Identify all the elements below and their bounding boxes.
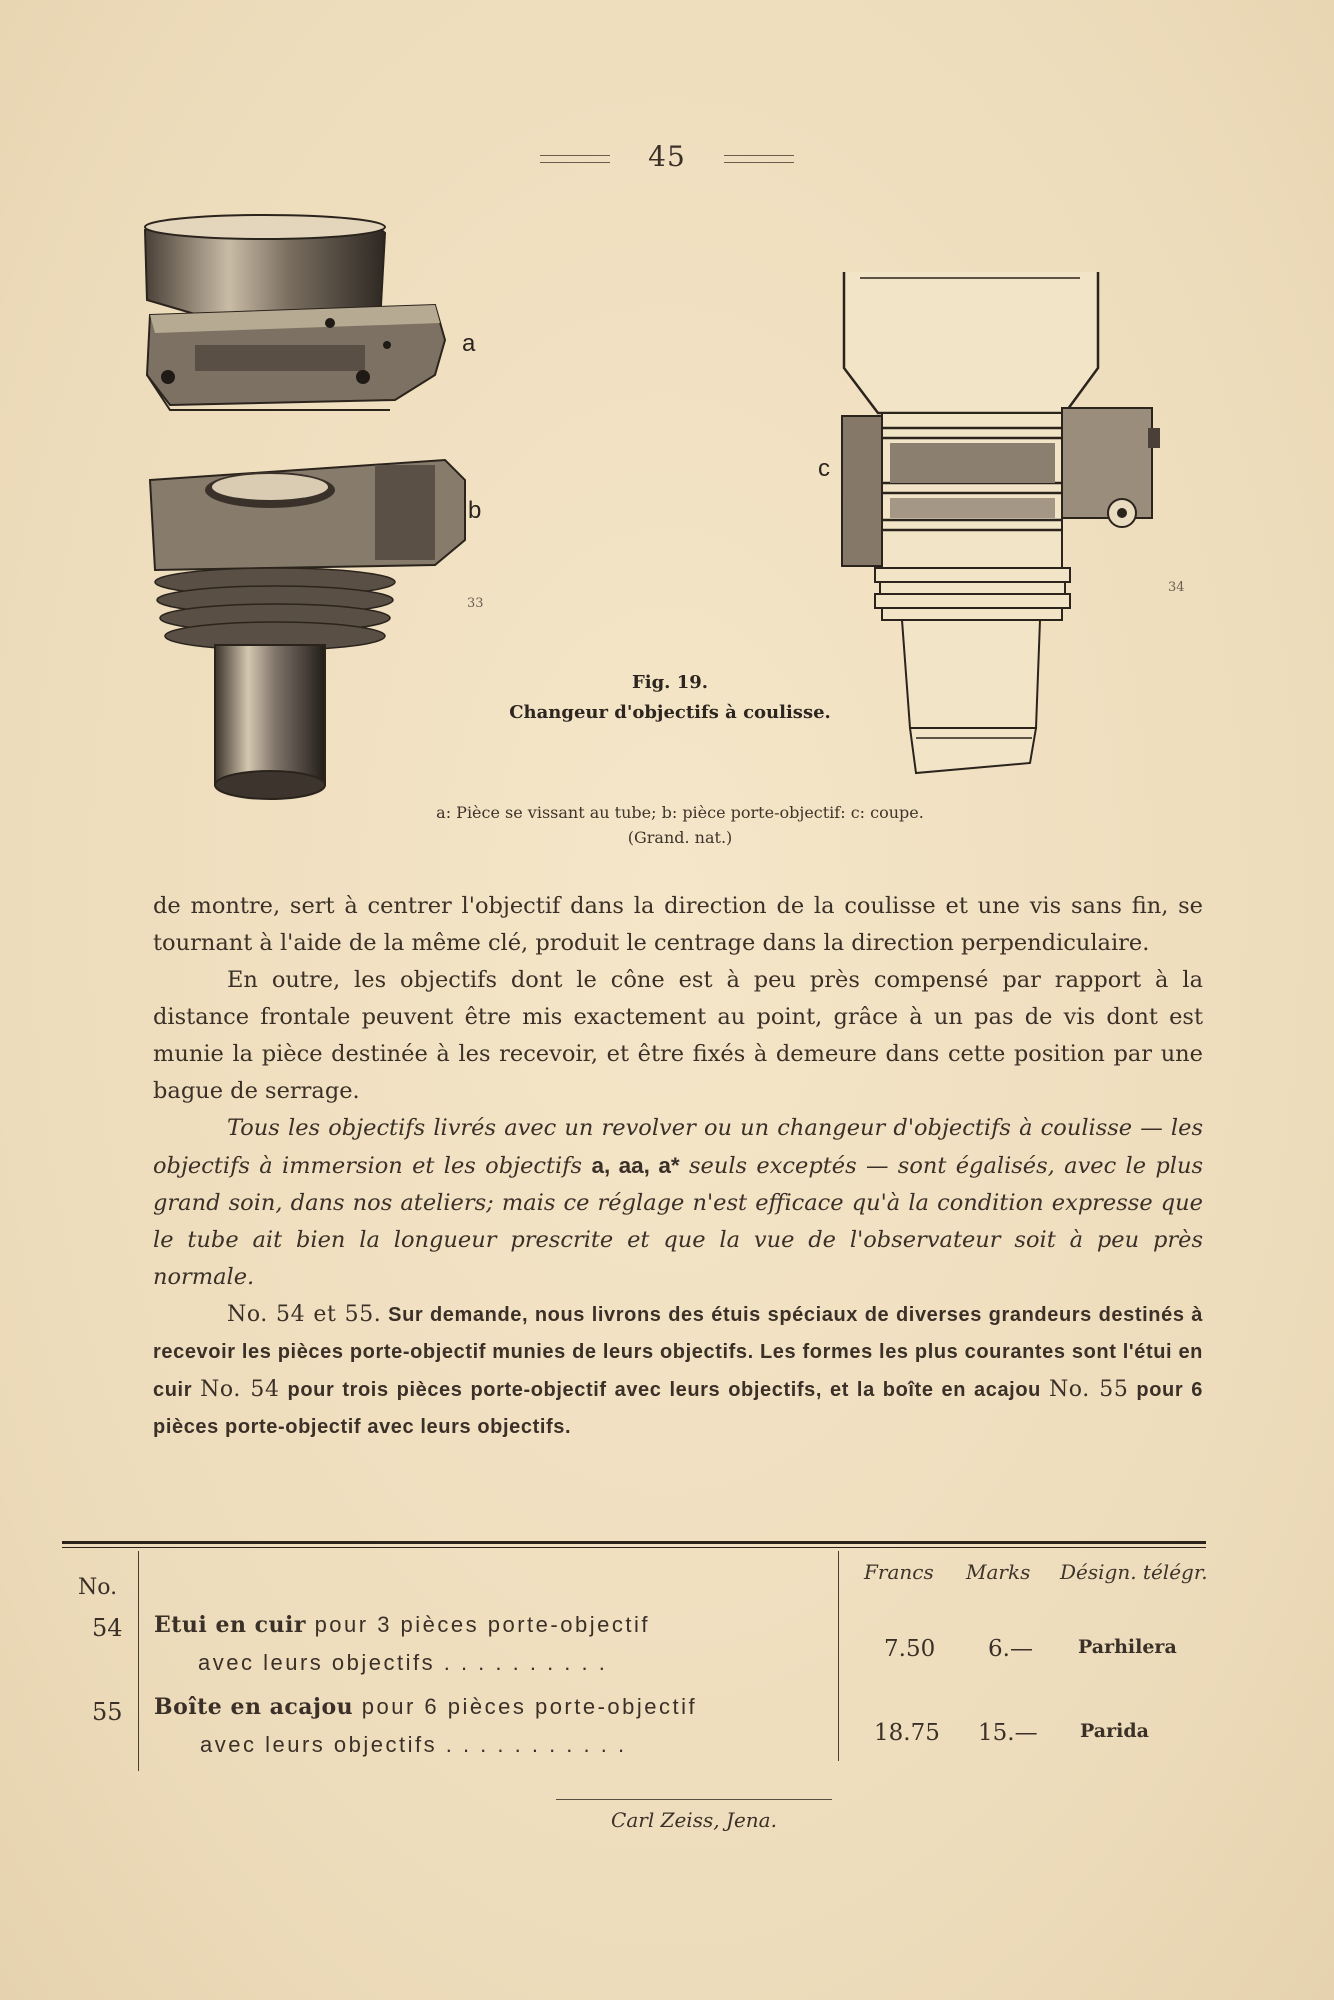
figure-number-33: 33 [467,596,484,611]
figure-label-a: a [462,330,476,357]
paragraph-3-part-c: seuls exceptés — sont égalisés, avec le plus grand soin, dans nos ateliers; mais ce réglage n'est efficace qu'à la condition expresse que le tube ait bien la longueur prescrite et que la vue de l'observateur soit à peu près normale. [153,1153,1204,1290]
row-54-line2 [198,1650,607,1676]
row-55-line2-text: avec leurs objectifs [200,1732,438,1757]
row-54-line2-text: avec leurs objectifs [198,1650,436,1675]
table-rule-top [62,1541,1206,1544]
table-header-no: No. [78,1575,118,1600]
paragraph-4-no54: No. 54 [200,1377,280,1402]
header-rule-left [540,155,610,163]
paragraph-4-mid: pour trois pièces porte-objectif avec leurs objectifs, et la boîte en acajou [287,1379,1041,1401]
figure-description [340,800,1020,850]
row-54-no: 54 [92,1614,123,1642]
header-rule-right [724,155,794,163]
row-55-line2 [200,1732,627,1758]
body-text [153,888,1203,1446]
row-54-dots: . . . . . . . . . . [443,1650,608,1675]
figure-title: Fig. 19. [631,672,709,693]
figure-a-tube-piece [135,205,455,425]
row-54-design: Parhilera [1078,1636,1177,1658]
figure-label-c: c [818,455,830,482]
paragraph-4-end: pour 6 pièces porte-objectif avec leurs objectifs. [153,1379,1203,1438]
row-54-description [154,1612,650,1638]
paragraph-1: de montre, sert à centrer l'objectif dans la direction de la coulisse et une vis sans fin, se tournant à l'aide de la même clé, produit le centrage dans la direction perpendiculaire. [153,893,1203,956]
footer-publisher: Carl Zeiss, Jena. [611,1808,777,1832]
table-header-marks: Marks [966,1560,1031,1584]
paragraph-3-objectives: a, aa, a* [591,1153,680,1178]
figure-b-objective-holder [145,450,475,810]
figure-subtitle: Changeur d'objectifs à coulisse. [509,702,831,723]
row-55-description [154,1694,697,1720]
figure-c-cross-section [840,268,1170,788]
table-rule-top-thin [62,1547,1206,1548]
row-55-no: 55 [92,1698,123,1726]
figure-caption [470,668,870,728]
row-55-francs: 18.75 [874,1720,940,1746]
figure-number-34: 34 [1168,580,1185,595]
row-54-francs: 7.50 [884,1636,936,1662]
table-header-design: Désign. télégr. [1060,1560,1208,1584]
paragraph-4 [153,1296,1203,1446]
row-55-marks: 15.— [978,1720,1038,1746]
row-55-design: Parida [1080,1720,1149,1742]
figure-description-line2: (Grand. nat.) [627,828,733,847]
row-55-rest: pour 6 pièces porte-objectif [361,1694,698,1719]
row-54-rest: pour 3 pièces porte-objectif [314,1612,650,1637]
table-divider-no [138,1551,139,1771]
row-55-dots: . . . . . . . . . . . [445,1732,627,1757]
table-header-francs: Francs [864,1560,934,1584]
paragraph-3-part-a: Tous les objectifs livrés avec un revolver ou un changeur d'objectifs à coulisse — les objectifs à immersion et les objectifs [153,1115,1203,1179]
row-54-marks: 6.— [988,1636,1033,1662]
footer-rule [556,1799,832,1800]
figure-description-line1: a: Pièce se vissant au tube; b: pièce porte-objectif: c: coupe. [436,803,924,822]
page-number: 45 [648,140,686,173]
paragraph-3 [153,1110,1203,1296]
paragraph-4-prefix: No. 54 et 55. [227,1302,382,1327]
figure-label-b: b [468,497,482,524]
table-divider-price [838,1551,839,1761]
row-55-title: Boîte en acajou [154,1694,354,1720]
row-54-title: Etui en cuir [154,1612,306,1638]
paragraph-2: En outre, les objectifs dont le cône est à peu près compensé par rapport à la distance frontale peuvent être mis exactement au point, grâce à un pas de vis dont est munie la pièce destinée à les recevoir, et être fixés à demeure dans cette position par une bague de serrage. [153,967,1203,1104]
page-header [0,140,1334,173]
paragraph-4-text: Sur demande, nous livrons des étuis spéciaux de diverses grandeurs destinés à recevoir les pièces porte-objectif munies de leurs objectifs. Les formes les plus courantes sont l'étui en cuir [153,1304,1203,1401]
paragraph-4-no55: No. 55 [1048,1377,1129,1402]
